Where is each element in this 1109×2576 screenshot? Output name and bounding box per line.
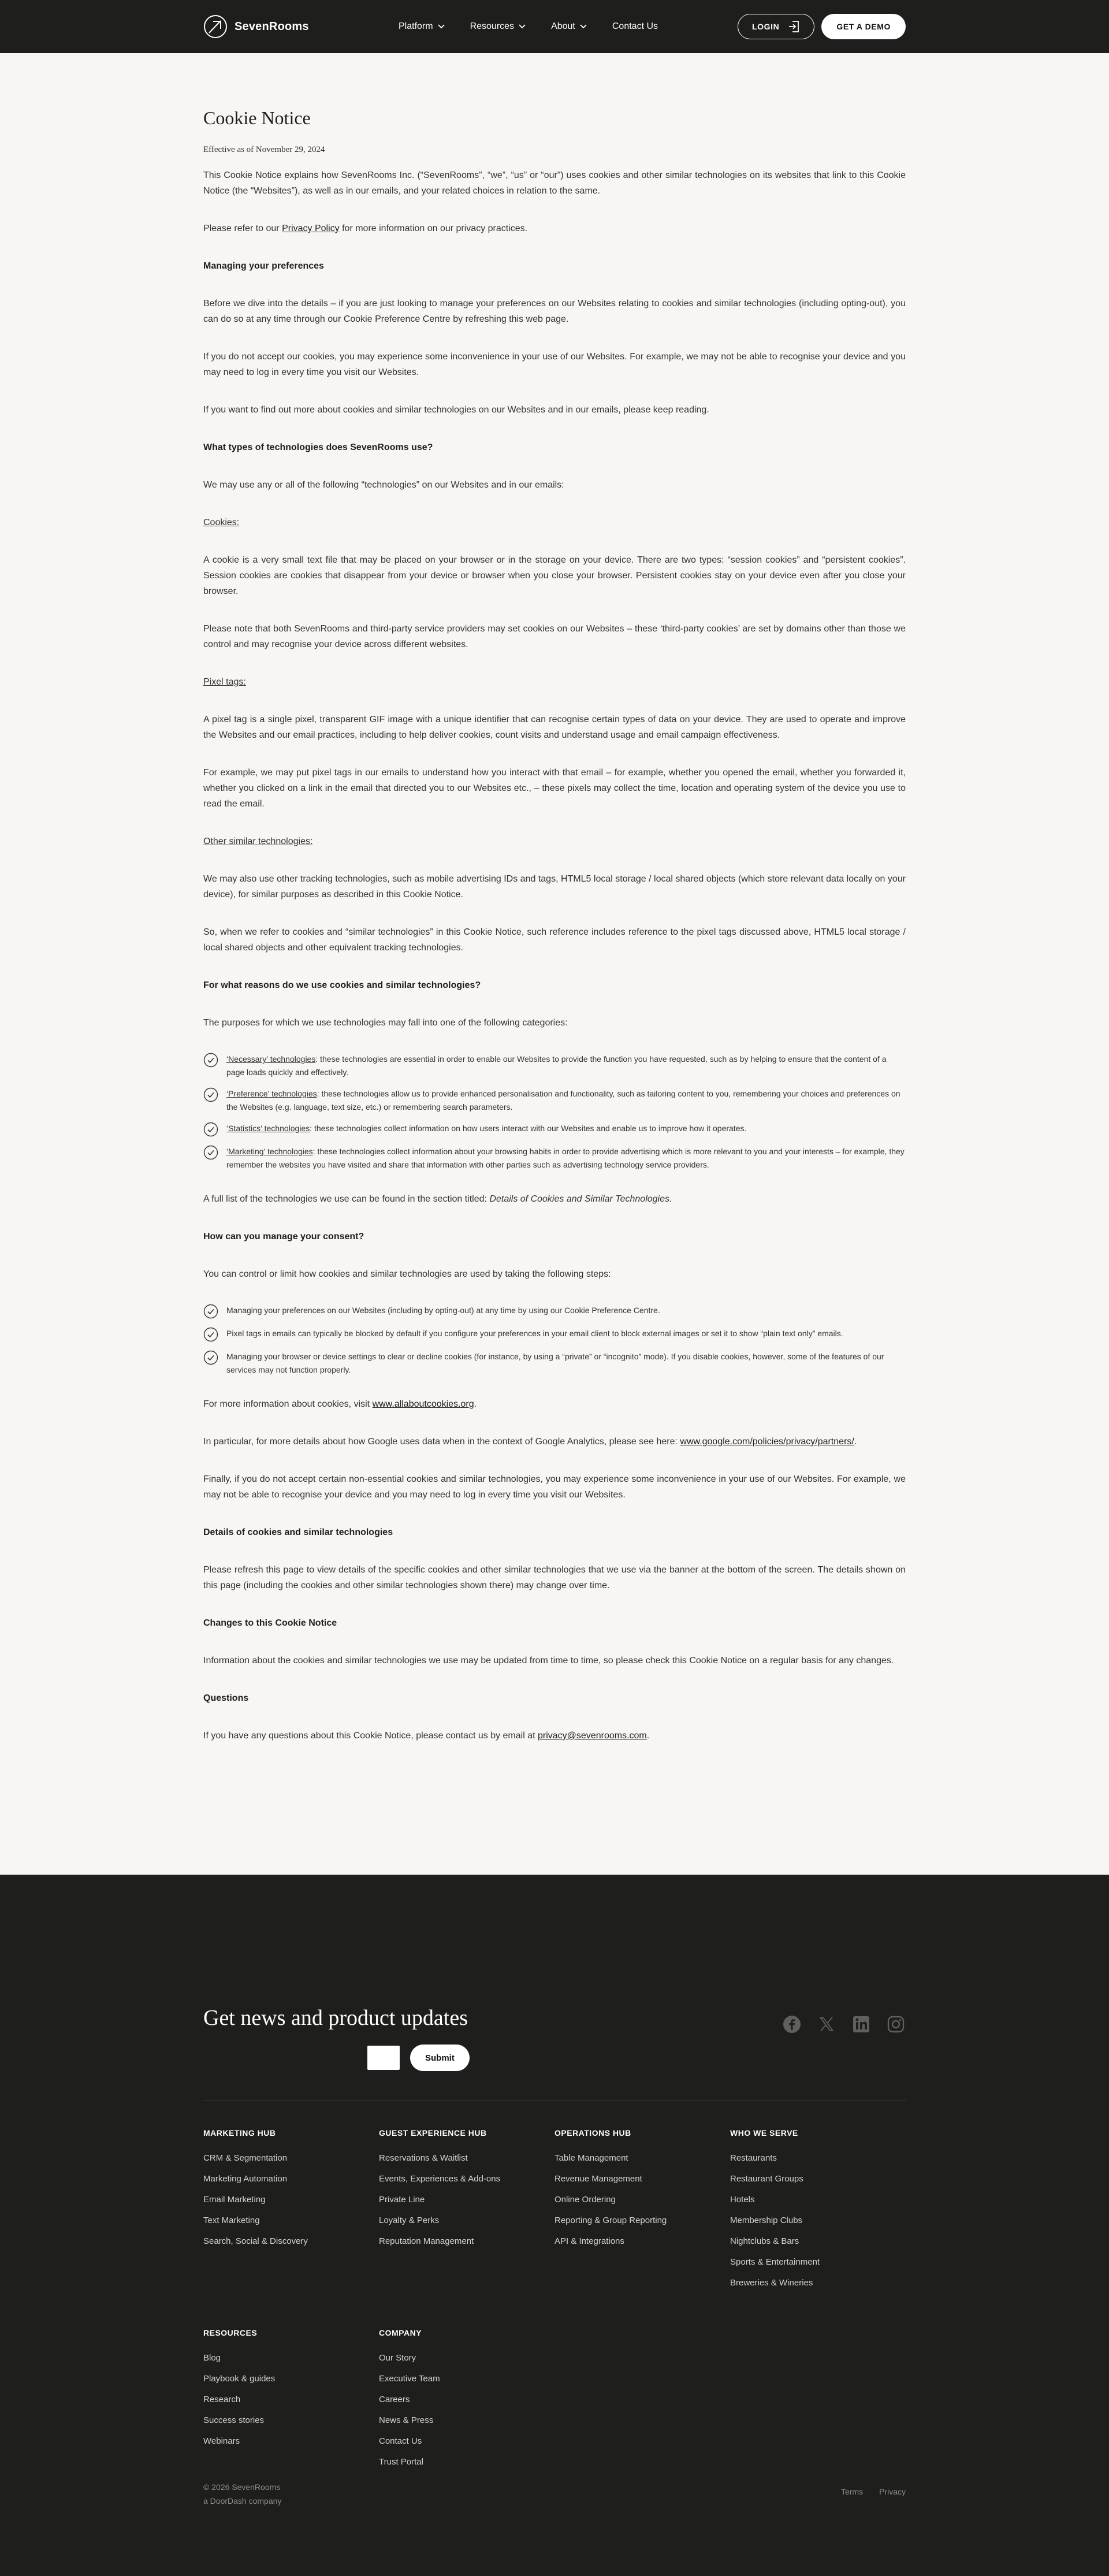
cookies-paragraph-1: A cookie is a very small text file that may be placed on your browser or in the storage on your device. There are two types: “session cookies” and “persistent cookies”. Session cookies are cookies that disappear from your device or browser when you close your browser. Persistent cookies stay on your device even after you close your browser. <box>203 555 906 596</box>
footer-link[interactable]: API & Integrations <box>554 2236 624 2246</box>
heading-managing: Managing your preferences <box>203 261 324 271</box>
footer-links-primary <box>203 2128 906 2298</box>
questions-text: If you have any questions about this Cookie Notice, please contact us by email at <box>203 1731 538 1741</box>
submit-button[interactable]: Submit <box>410 2045 470 2071</box>
check-circle-icon <box>203 1327 218 1342</box>
intro-paragraph: This Cookie Notice explains how SevenRooms Inc. (“SevenRooms”, “we”, “us” or “our”) uses cookies and other similar technologies on its websites that link to this Cookie Notice (the “Websites”), as well as in our emails, and your related choices in relation to the same. <box>203 170 906 196</box>
check-circle-icon <box>203 1122 218 1137</box>
footer-link[interactable]: Table Management <box>554 2153 628 2163</box>
footer-link[interactable]: Loyalty & Perks <box>379 2216 440 2225</box>
footer-links-secondary <box>203 2328 906 2477</box>
site-footer <box>0 1875 1109 2576</box>
login-button[interactable] <box>738 14 814 39</box>
list-item <box>203 1350 906 1377</box>
email-field[interactable] <box>367 2046 400 2070</box>
list-item <box>203 1053 906 1079</box>
privacy-policy-link[interactable]: Privacy Policy <box>282 224 340 233</box>
nav-contact[interactable] <box>612 21 658 32</box>
page-title: Cookie Notice <box>203 107 311 128</box>
login-arrow-icon <box>787 20 801 34</box>
footer-link[interactable]: Careers <box>379 2395 410 2404</box>
copyright-block <box>203 2480 281 2508</box>
check-circle-icon <box>203 1053 218 1068</box>
questions-paragraph <box>203 1728 906 1744</box>
types-paragraph: We may use any or all of the following “technologies” on our Websites and in our emails: <box>203 480 564 490</box>
purpose-desc: : these technologies collect information about your browsing habits in order to provide advertising which is more relevant to you and your interests – for example, they remember the websites you have visited and share that information with other parties such as advertising technology service providers. <box>226 1147 905 1169</box>
footer-link[interactable]: News & Press <box>379 2415 434 2425</box>
login-label: LOGIN <box>752 22 780 31</box>
nav-about[interactable] <box>551 21 587 32</box>
purpose-text <box>226 1087 906 1114</box>
nav-platform-label: Platform <box>399 21 433 31</box>
full-list-paragraph <box>203 1191 906 1207</box>
heading-consent: How can you manage your consent? <box>203 1232 364 1241</box>
footer-link[interactable]: Email Marketing <box>203 2195 266 2205</box>
company-line: a DoorDash company <box>203 2496 282 2506</box>
footer-link[interactable]: Webinars <box>203 2436 240 2446</box>
nav-platform[interactable] <box>399 21 445 32</box>
nav-about-label: About <box>551 21 575 31</box>
other-paragraph-2: So, when we refer to cookies and “similar technologies” in this Cookie Notice, such reference includes reference to the pixel tags discussed above, HTML5 local storage / local shared objects and other equivalent tracking technologies. <box>203 927 906 953</box>
footer-column-operations <box>554 2128 730 2298</box>
footer-link[interactable]: Our Story <box>379 2353 416 2363</box>
footer-column-company <box>379 2328 554 2477</box>
footer-link[interactable]: Membership Clubs <box>730 2216 803 2225</box>
questions-after: . <box>646 1731 650 1741</box>
heading-changes: Changes to this Cookie Notice <box>203 1618 337 1628</box>
allaboutcookies-link[interactable]: www.allaboutcookies.org <box>372 1399 474 1409</box>
newsletter-title: Get news and product updates <box>203 2006 468 2030</box>
list-item <box>203 1087 906 1114</box>
get-demo-button[interactable]: GET A DEMO <box>821 14 906 39</box>
footer-bottom <box>203 2480 906 2508</box>
header-actions <box>738 0 906 53</box>
subheading-pixel-tags: Pixel tags: <box>203 677 246 687</box>
refer-text: Please refer to our <box>203 224 282 233</box>
cookie-notice-content <box>0 53 1109 1875</box>
newsletter-row <box>203 2005 906 2034</box>
step-text: Pixel tags in emails can typically be blocked by default if you configure your preferences in your email client to block external images or set it to show “plain text only” emails. <box>226 1329 843 1338</box>
step-text: Managing your preferences on our Websites (including by opting-out) at any time by using our Cookie Preference Centre. <box>226 1306 660 1315</box>
check-circle-icon <box>203 1350 218 1365</box>
heading-types: What types of technologies does SevenRooms use? <box>203 443 433 452</box>
terms-link[interactable]: Terms <box>840 2487 864 2496</box>
check-circle-icon <box>203 1304 218 1319</box>
purpose-term: ‘Necessary’ technologies <box>226 1054 316 1064</box>
footer-divider <box>203 2100 906 2101</box>
footer-link[interactable]: Nightclubs & Bars <box>730 2236 799 2246</box>
changes-paragraph: Information about the cookies and similar technologies we use may be updated from time to time, so please check this Cookie Notice on a regular basis for any changes. <box>203 1656 894 1666</box>
reasons-paragraph: The purposes for which we use technologies may fall into one of the following categories: <box>203 1018 568 1028</box>
footer-link[interactable]: Trust Portal <box>379 2457 423 2467</box>
column-title: MARKETING HUB <box>203 2128 276 2138</box>
footer-column-marketing <box>203 2128 379 2298</box>
purpose-desc: : these technologies collect information on how users interact with our Websites and enable us to improve how it operates. <box>310 1124 747 1133</box>
column-title: GUEST EXPERIENCE HUB <box>379 2128 487 2138</box>
column-title: WHO WE SERVE <box>730 2128 798 2138</box>
column-title: RESOURCES <box>203 2328 258 2337</box>
list-item <box>203 1304 906 1319</box>
column-title: OPERATIONS HUB <box>554 2128 631 2138</box>
privacy-link[interactable]: Privacy <box>879 2487 906 2496</box>
subheading-cookies: Cookies: <box>203 518 240 527</box>
google-paragraph <box>203 1434 906 1449</box>
google-text: In particular, for more details about how Google uses data when in the context of Google Analytics, please see here: <box>203 1437 680 1447</box>
purpose-text <box>226 1145 906 1172</box>
footer-link[interactable]: Search, Social & Discovery <box>203 2236 308 2246</box>
sevenrooms-logo-icon <box>203 14 228 39</box>
cookies-paragraph-2: Please note that both SevenRooms and third-party service providers may set cookies on our Websites – these ‘third-party cookies’ are set by domains other than those we control and may recognise your device across different websites. <box>203 624 906 649</box>
purpose-term: ‘Preference’ technologies <box>226 1089 317 1098</box>
x-icon[interactable] <box>817 2014 836 2034</box>
footer-link[interactable]: Events, Experiences & Add-ons <box>379 2174 501 2184</box>
footer-link[interactable]: Restaurant Groups <box>730 2174 803 2184</box>
footer-link[interactable]: Online Ordering <box>554 2195 616 2205</box>
footer-link[interactable]: Playbook & guides <box>203 2374 276 2384</box>
list-item <box>203 1327 906 1342</box>
consent-steps-list <box>203 1304 906 1377</box>
footer-link[interactable]: Blog <box>203 2353 221 2363</box>
nav-resources[interactable] <box>470 21 526 32</box>
purpose-text <box>226 1053 906 1079</box>
facebook-icon[interactable] <box>782 2014 802 2034</box>
nav-resources-label: Resources <box>470 21 515 31</box>
purpose-term: ‘Statistics’ technologies <box>226 1124 310 1133</box>
column-title: COMPANY <box>379 2328 422 2337</box>
linkedin-icon[interactable] <box>851 2014 871 2034</box>
chevron-down-icon <box>438 24 445 29</box>
chevron-down-icon <box>519 24 526 29</box>
more-info-paragraph <box>203 1396 906 1412</box>
footer-column-resources <box>203 2328 379 2477</box>
footer-link[interactable]: Breweries & Wineries <box>730 2278 813 2288</box>
other-paragraph-1: We may also use other tracking technologies, such as mobile advertising IDs and tags, HTML5 local storage / local shared objects (which store relevant data locally on your device), for similar purposes as described in this Cookie Notice. <box>203 874 906 899</box>
purposes-list <box>203 1053 906 1172</box>
check-circle-icon <box>203 1145 218 1160</box>
heading-questions: Questions <box>203 1693 249 1703</box>
heading-reasons: For what reasons do we use cookies and similar technologies? <box>203 980 481 990</box>
social-links <box>782 2014 906 2034</box>
footer-link[interactable]: Revenue Management <box>554 2174 642 2184</box>
instagram-icon[interactable] <box>886 2014 906 2034</box>
effective-date: Effective as of November 29, 2024 <box>203 145 325 154</box>
footer-link[interactable]: Reservations & Waitlist <box>379 2153 468 2163</box>
privacy-email-link[interactable]: privacy@sevenrooms.com <box>538 1731 647 1741</box>
full-list-italic: Details of Cookies and Similar Technologies. <box>489 1194 672 1204</box>
details-paragraph: Please refresh this page to view details of the specific cookies and other similar technologies that we use via the banner at the bottom of the screen. The details shown on this page (including the cookies and other similar technologies shown there) may change over time. <box>203 1565 906 1590</box>
legal-links <box>841 2487 906 2496</box>
full-list-text: A full list of the technologies we use can be found in the section titled: <box>203 1194 490 1204</box>
footer-link[interactable]: Reporting & Group Reporting <box>554 2216 667 2225</box>
brand-name: SevenRooms <box>235 20 309 33</box>
footer-link[interactable]: Restaurants <box>730 2153 777 2163</box>
step-text: Managing your browser or device settings to clear or decline cookies (for instance, by using a “private” or “incognito” mode). If you disable cookies, however, some of the features of our services may not function properly. <box>226 1352 884 1374</box>
footer-link[interactable]: Private Line <box>379 2195 425 2205</box>
footer-link[interactable]: Sports & Entertainment <box>730 2257 820 2267</box>
footer-column-who-we-serve <box>730 2128 906 2298</box>
finally-paragraph: Finally, if you do not accept certain non-essential cookies and similar technologies, you may experience some inconvenience in your use of our Websites. For example, we may not be able to recognise your device and you may need to log in every time you visit our Websites. <box>203 1474 906 1500</box>
purpose-desc: : these technologies allow us to provide enhanced personalisation and functionality, such as tailoring content to you, remembering your choices and preferences on the Websites (e.g. language, text size, etc.) or remembering search parameters. <box>226 1089 900 1112</box>
footer-link[interactable]: CRM & Segmentation <box>203 2153 288 2163</box>
managing-paragraph-2: If you do not accept our cookies, you may experience some inconvenience in your use of our Websites. For example, we may not be able to recognise your device and you may need to log in every time you visit our Websites. <box>203 352 906 377</box>
heading-details: Details of cookies and similar technologies <box>203 1527 393 1537</box>
list-item <box>203 1145 906 1172</box>
privacy-reference <box>203 221 906 236</box>
list-item <box>203 1122 906 1137</box>
managing-paragraph-1: Before we dive into the details – if you are just looking to manage your preferences on our Websites relating to cookies and similar technologies (including opting-out), you can do so at any time through our Cookie Preference Centre by refreshing this web page. <box>203 299 906 324</box>
purpose-desc: : these technologies are essential in order to enable our Websites to provide the function you have requested, such as by helping to ensure that the content of a page loads quickly and effectively. <box>226 1054 887 1077</box>
subheading-other: Other similar technologies: <box>203 837 313 846</box>
footer-link[interactable]: Marketing Automation <box>203 2174 288 2184</box>
brand-logo[interactable] <box>203 14 309 39</box>
footer-link[interactable]: Executive Team <box>379 2374 440 2384</box>
purpose-term: ‘Marketing’ technologies <box>226 1147 313 1156</box>
more-info-after: . <box>474 1399 477 1409</box>
google-after: . <box>854 1437 857 1447</box>
footer-column-guest-experience <box>379 2128 554 2298</box>
chevron-down-icon <box>580 24 587 29</box>
footer-link[interactable]: Success stories <box>203 2415 265 2425</box>
more-info-text: For more information about cookies, visit <box>203 1399 373 1409</box>
site-header <box>0 0 1109 53</box>
managing-paragraph-3: If you want to find out more about cookies and similar technologies on our Websites and in our emails, please keep reading. <box>203 405 709 415</box>
google-policy-link[interactable]: www.google.com/policies/privacy/partners/ <box>680 1437 854 1447</box>
pixel-paragraph-2: For example, we may put pixel tags in our emails to understand how you interact with that email – for example, whether you opened the email, whether you forwarded it, whether you clicked on a link in the email that directed you to our Websites etc., – these pixels may collect the time, location and operating system of the device you use to read the email. <box>203 768 906 809</box>
footer-link[interactable]: Hotels <box>730 2195 755 2205</box>
refer-text-after: for more information on our privacy practices. <box>339 224 528 233</box>
footer-link[interactable]: Contact Us <box>379 2436 422 2446</box>
footer-link[interactable]: Reputation Management <box>379 2236 474 2246</box>
footer-link[interactable]: Text Marketing <box>203 2216 260 2225</box>
nav-contact-label: Contact Us <box>612 21 658 31</box>
check-circle-icon <box>203 1087 218 1102</box>
newsletter-form <box>367 2045 906 2071</box>
pixel-paragraph-1: A pixel tag is a single pixel, transparent GIF image with a unique identifier that can recognise certain types of data on your device. They are used to operate and improve the Websites and our email practices, including to help deliver cookies, count visits and understand usage and email campaign effectiveness. <box>203 715 906 740</box>
main-nav <box>399 0 658 53</box>
copyright-text: © 2026 SevenRooms <box>203 2482 281 2492</box>
consent-paragraph: You can control or limit how cookies and similar technologies are used by taking the following steps: <box>203 1269 611 1279</box>
purpose-text <box>226 1122 906 1137</box>
footer-link[interactable]: Research <box>203 2395 241 2404</box>
